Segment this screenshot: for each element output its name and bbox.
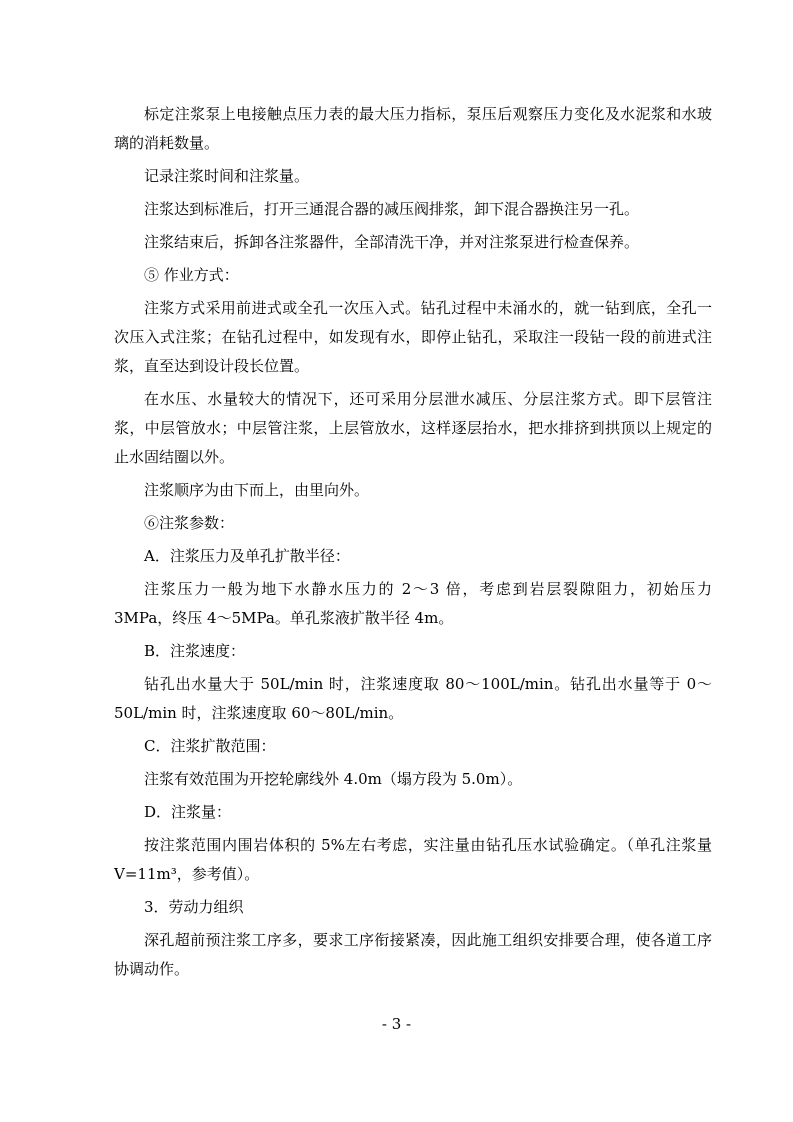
paragraph-pump-pressure: 标定注浆泵上电接触点压力表的最大压力指标，泵压后观察压力变化及水泥浆和水玻璃的消耗数量。	[114, 105, 712, 152]
subheading-grouting-volume: D．注浆量：	[144, 803, 232, 821]
subheading-pressure-radius: A．注浆压力及单孔扩散半径：	[144, 547, 350, 565]
paragraph-grouting-speed: 钻孔出水量大于 50L/min 时，注浆速度取 80～100L/min。钻孔出水量等于 0～50L/min 时，注浆速度取 60～80L/min。	[114, 675, 712, 722]
paragraph-grouting-method: 注浆方式采用前进式或全孔一次压入式。钻孔过程中未涌水的，就一钻到底，全孔一次压入式注浆；在钻孔过程中，如发现有水，即停止钻孔，采取注一段钻一段的前进式注浆，直至达到设计段长位置。	[114, 299, 712, 375]
subheading-diffusion-range: C．注浆扩散范围：	[144, 737, 276, 755]
subheading-grouting-speed: B．注浆速度：	[144, 642, 246, 660]
heading-grouting-parameters: ⑥注浆参数：	[144, 514, 235, 532]
paragraph-grouting-finished: 注浆结束后，拆卸各注浆器件，全部清洗干净，并对注浆泵进行检查保养。	[144, 233, 640, 251]
heading-work-method: ⑤ 作业方式：	[144, 266, 239, 284]
paragraph-labor-organization: 深孔超前预注浆工序多，要求工序衔接紧凑，因此施工组织安排要合理，使各道工序协调动作。	[114, 931, 712, 978]
paragraph-grouting-order: 注浆顺序为由下而上，由里向外。	[144, 481, 370, 499]
paragraph-record-time: 记录注浆时间和注浆量。	[144, 167, 310, 185]
paragraph-grouting-volume: 按注浆范围内围岩体积的 5%左右考虑，实注量由钻孔压水试验确定。（单孔注浆量 V=11m³，参考值）。	[114, 836, 712, 883]
document-body	[114, 100, 712, 988]
page-number: - 3 -	[381, 1015, 412, 1033]
paragraph-standard-reached: 注浆达到标准后，打开三通混合器的减压阀排浆，卸下混合器换注另一孔。	[144, 200, 640, 218]
paragraph-pressure-radius: 注浆压力一般为地下水静水压力的 2～3 倍，考虑到岩层裂隙阻力，初始压力 3MPa，终压 4～5MPa。单孔浆液扩散半径 4m。	[114, 580, 712, 627]
paragraph-diffusion-range: 注浆有效范围为开挖轮廓线外 4.0m（塌方段为 5.0m）。	[144, 770, 523, 788]
paragraph-layered-grouting: 在水压、水量较大的情况下，还可采用分层泄水减压、分层注浆方式。即下层管注浆，中层管放水；中层管注浆，上层管放水，这样逐层抬水，把水排挤到拱顶以上规定的止水固结圈以外。	[114, 390, 712, 466]
heading-labor-organization: 3．劳动力组织	[144, 898, 244, 916]
